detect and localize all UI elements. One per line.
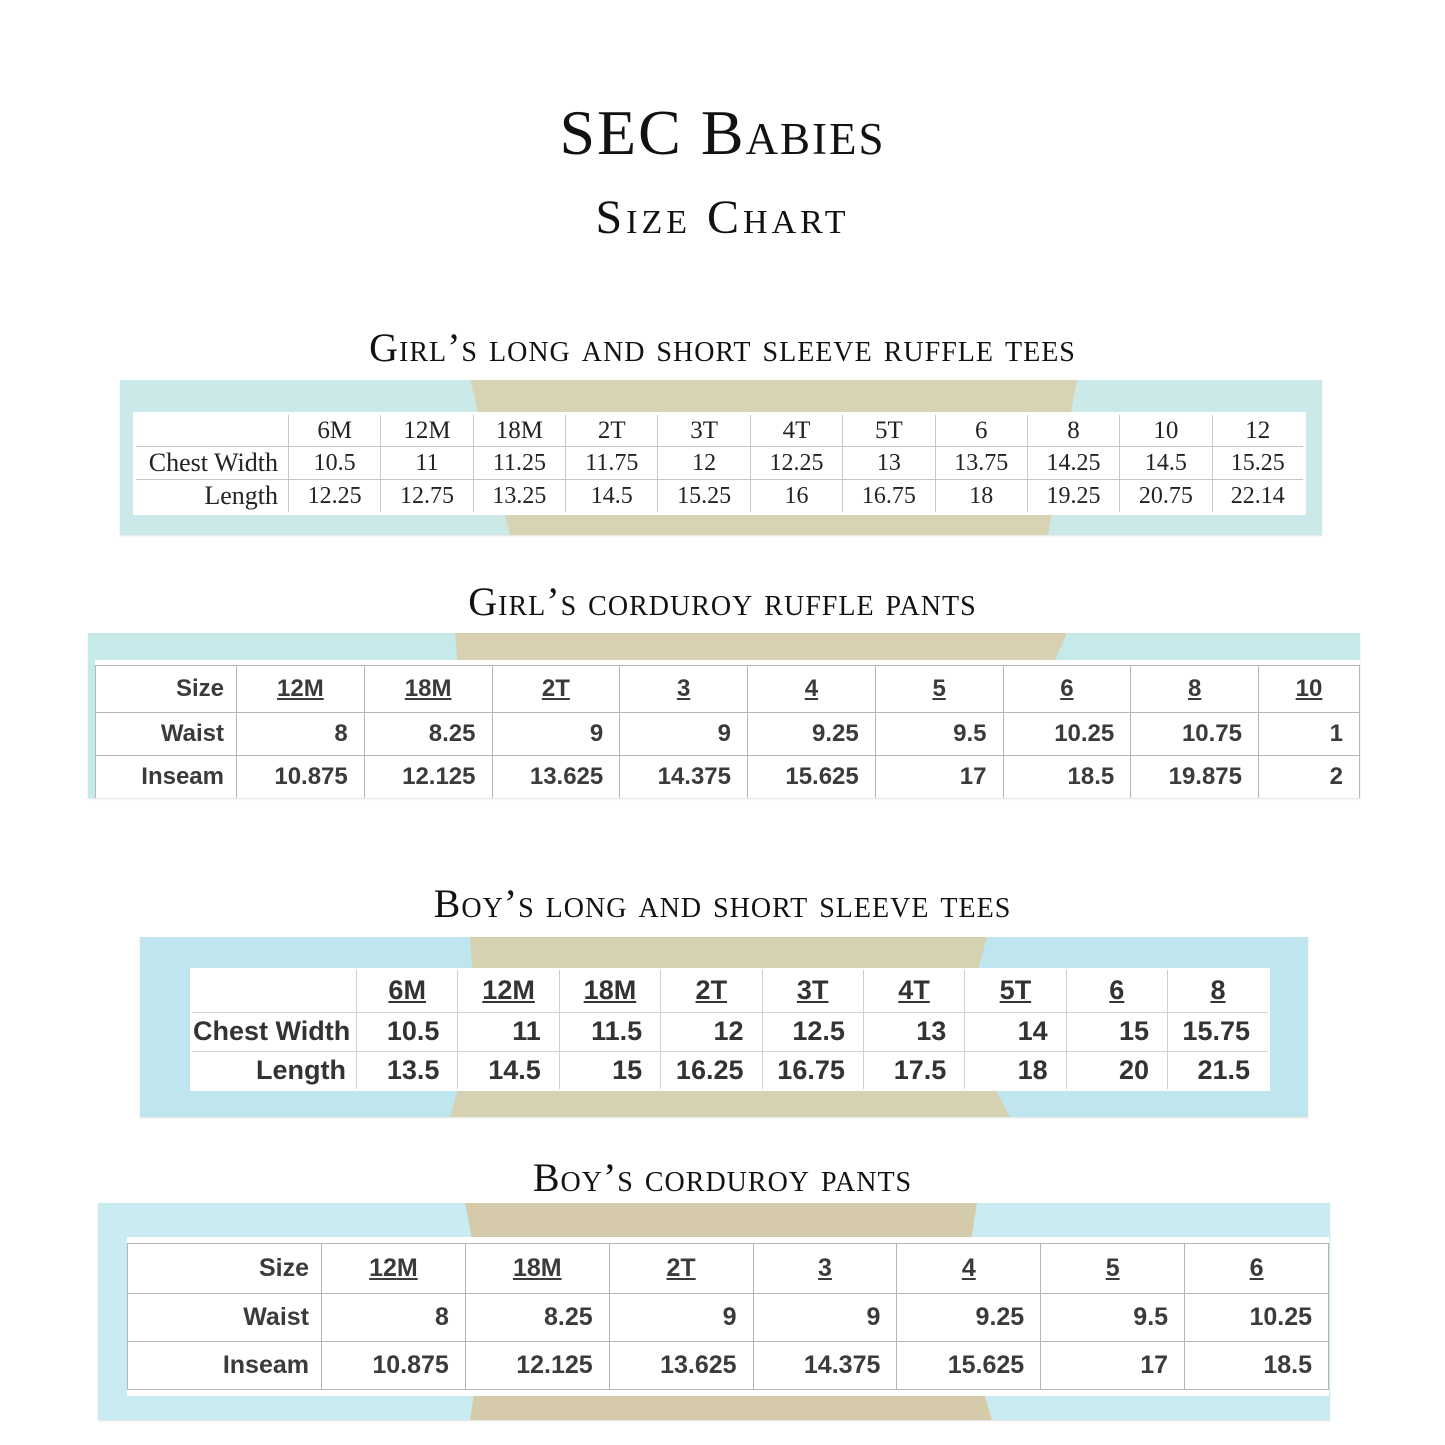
size-column-header — [559, 969, 660, 1012]
measurement-row — [128, 1342, 1329, 1390]
size-column-header — [661, 969, 762, 1012]
size-column-header — [762, 969, 863, 1012]
size-table — [133, 412, 1306, 515]
girls-tees-size-table-wrap — [133, 412, 1306, 515]
measurement-value-cell: 13 — [843, 447, 935, 480]
size-column-label: 4T — [782, 416, 811, 444]
measurement-value-cell: 8.25 — [364, 713, 492, 756]
boys-pants-size-table-wrap — [127, 1237, 1329, 1396]
measurement-value-cell: 14.25 — [1027, 447, 1119, 480]
measurement-value-cell: 1 — [1259, 713, 1360, 756]
size-column-header — [897, 1244, 1041, 1294]
row-label: Length — [135, 480, 289, 514]
size-column-header — [566, 414, 658, 447]
size-column-label: 10 — [1295, 675, 1323, 702]
measurement-value-cell: 18.5 — [1185, 1342, 1329, 1390]
measurement-value-cell: 18 — [935, 480, 1027, 514]
size-column-header — [1168, 969, 1270, 1012]
size-column-header — [458, 969, 559, 1012]
row-label: Waist — [128, 1294, 322, 1342]
measurement-value-cell: 9 — [753, 1294, 897, 1342]
size-column-label: 4 — [804, 675, 819, 702]
measurement-value-cell: 2 — [1259, 756, 1360, 799]
measurement-value-cell: 13.625 — [609, 1342, 753, 1390]
section-heading: Girl’s corduroy ruffle pants — [468, 579, 977, 624]
measurement-row — [135, 480, 1305, 514]
size-column-label: 4T — [898, 975, 930, 1006]
size-column-label: 12M — [403, 416, 451, 444]
measurement-row — [191, 1051, 1269, 1090]
measurement-value-cell: 9 — [609, 1294, 753, 1342]
size-column-label: 8 — [1210, 975, 1226, 1006]
boys-tees-size-table-wrap — [190, 968, 1270, 1091]
size-column-label: 8 — [1187, 675, 1202, 702]
size-column-header — [658, 414, 750, 447]
size-column-header — [364, 666, 492, 713]
size-column-header — [753, 1244, 897, 1294]
measurement-value-cell: 10.5 — [357, 1012, 458, 1051]
measurement-value-cell: 16.75 — [843, 480, 935, 514]
size-column-label: 6 — [1249, 1254, 1264, 1282]
size-column-label: 12M — [277, 675, 324, 702]
measurement-value-cell: 15.625 — [748, 756, 876, 799]
row-label: Chest Width — [135, 447, 289, 480]
measurement-value-cell: 14.375 — [753, 1342, 897, 1390]
measurement-value-cell: 11 — [381, 447, 473, 480]
size-column-label: 6 — [1060, 675, 1074, 702]
size-table — [95, 665, 1360, 798]
measurement-value-cell: 10.5 — [289, 447, 381, 480]
measurement-value-cell: 12 — [658, 447, 750, 480]
size-column-label: 3 — [676, 675, 691, 702]
size-column-label: 18M — [495, 416, 544, 444]
size-column-header — [465, 1244, 609, 1294]
size-column-label: 5T — [999, 975, 1032, 1006]
measurement-value-cell: 15.625 — [897, 1342, 1041, 1390]
size-column-header — [965, 969, 1066, 1012]
measurement-value-cell: 14 — [965, 1012, 1066, 1051]
measurement-value-cell: 10.25 — [1003, 713, 1131, 756]
corner-cell — [191, 969, 357, 1012]
size-column-header — [1066, 969, 1167, 1012]
size-column-header — [1027, 414, 1119, 447]
measurement-value-cell: 13.75 — [935, 447, 1027, 480]
size-column-label: 12 — [1245, 416, 1271, 444]
size-column-label: 2T — [541, 675, 570, 702]
measurement-value-cell: 9 — [620, 713, 748, 756]
size-column-label: 6M — [388, 975, 426, 1006]
size-column-header — [748, 666, 876, 713]
measurement-value-cell: 19.875 — [1131, 756, 1259, 799]
row-label: Inseam — [128, 1342, 322, 1390]
size-column-header — [1212, 414, 1304, 447]
measurement-value-cell: 16.75 — [762, 1051, 863, 1090]
size-column-header — [237, 666, 365, 713]
size-column-header — [1120, 414, 1212, 447]
measurement-value-cell: 15.75 — [1168, 1012, 1270, 1051]
page-subtitle: Size Chart — [595, 191, 850, 244]
section-heading: Boy’s long and short sleeve tees — [433, 881, 1012, 926]
size-column-label: 5T — [874, 416, 903, 444]
measurement-value-cell: 9.5 — [875, 713, 1003, 756]
size-table — [190, 968, 1270, 1091]
size-column-header — [357, 969, 458, 1012]
measurement-value-cell: 13.25 — [473, 480, 565, 514]
size-column-header — [1259, 666, 1360, 713]
size-column-label: 18M — [404, 675, 452, 702]
measurement-value-cell: 17.5 — [863, 1051, 964, 1090]
size-column-label: 5 — [1105, 1254, 1120, 1282]
row-label: Chest Width — [191, 1012, 357, 1051]
size-column-label: 2T — [666, 1254, 696, 1282]
paper-band — [88, 633, 1360, 798]
size-column-label: 18M — [512, 1254, 562, 1282]
measurement-value-cell: 12.25 — [750, 447, 842, 480]
measurement-value-cell: 10.75 — [1131, 713, 1259, 756]
measurement-row — [96, 756, 1360, 799]
size-column-header — [381, 414, 473, 447]
size-column-label: 3 — [818, 1254, 832, 1282]
measurement-value-cell: 10.875 — [237, 756, 365, 799]
size-column-header — [935, 414, 1027, 447]
measurement-row — [96, 713, 1360, 756]
measurement-value-cell: 12.25 — [289, 480, 381, 514]
size-column-header — [843, 414, 935, 447]
size-column-label: 18M — [583, 975, 637, 1006]
measurement-value-cell: 8 — [237, 713, 365, 756]
corner-cell: Size — [96, 666, 237, 713]
measurement-row — [135, 447, 1305, 480]
size-column-label: 3T — [796, 975, 829, 1006]
size-column-label: 10 — [1153, 416, 1179, 444]
girls-pants-size-table-wrap — [95, 660, 1360, 798]
measurement-value-cell: 16.25 — [661, 1051, 762, 1090]
measurement-value-cell: 12.75 — [381, 480, 473, 514]
measurement-value-cell: 9.25 — [748, 713, 876, 756]
size-column-header — [492, 666, 620, 713]
measurement-value-cell: 12.5 — [762, 1012, 863, 1051]
size-column-label: 2T — [597, 416, 626, 444]
measurement-value-cell: 9.25 — [897, 1294, 1041, 1342]
measurement-value-cell: 9.5 — [1041, 1294, 1185, 1342]
section-heading: Boy’s corduroy pants — [532, 1155, 913, 1200]
measurement-value-cell: 8.25 — [465, 1294, 609, 1342]
size-column-header — [875, 666, 1003, 713]
measurement-value-cell: 15 — [559, 1051, 660, 1090]
measurement-value-cell: 13.625 — [492, 756, 620, 799]
measurement-value-cell: 11.25 — [473, 447, 565, 480]
measurement-value-cell: 9 — [492, 713, 620, 756]
size-column-label: 8 — [1067, 416, 1080, 444]
measurement-value-cell: 14.375 — [620, 756, 748, 799]
size-table — [127, 1243, 1329, 1390]
size-column-label: 3T — [690, 416, 718, 444]
page-title: SEC Babies — [559, 97, 886, 168]
measurement-value-cell: 12.125 — [364, 756, 492, 799]
measurement-value-cell: 17 — [875, 756, 1003, 799]
size-column-header — [750, 414, 842, 447]
measurement-value-cell: 22.14 — [1212, 480, 1304, 514]
paper-band — [120, 380, 1322, 535]
measurement-value-cell: 15.25 — [1212, 447, 1304, 480]
paper-band — [98, 1203, 1330, 1420]
measurement-value-cell: 15 — [1066, 1012, 1167, 1051]
measurement-value-cell: 20 — [1066, 1051, 1167, 1090]
measurement-value-cell: 17 — [1041, 1342, 1185, 1390]
size-column-header — [1185, 1244, 1329, 1294]
size-column-header — [1041, 1244, 1185, 1294]
size-column-header — [609, 1244, 753, 1294]
paper-band — [140, 937, 1308, 1117]
measurement-value-cell: 18 — [965, 1051, 1066, 1090]
corner-cell — [135, 414, 289, 447]
measurement-value-cell: 13.5 — [357, 1051, 458, 1090]
row-label: Length — [191, 1051, 357, 1090]
size-column-label: 4 — [961, 1254, 976, 1282]
measurement-value-cell: 11.75 — [566, 447, 658, 480]
measurement-value-cell: 10.875 — [322, 1342, 466, 1390]
size-column-label: 12M — [369, 1254, 418, 1282]
size-column-label: 2T — [695, 975, 728, 1006]
measurement-value-cell: 14.5 — [458, 1051, 559, 1090]
measurement-value-cell: 21.5 — [1168, 1051, 1270, 1090]
size-column-header — [1131, 666, 1259, 713]
measurement-value-cell: 12.125 — [465, 1342, 609, 1390]
measurement-value-cell: 8 — [322, 1294, 466, 1342]
size-column-label: 12M — [482, 975, 535, 1006]
size-column-label: 6 — [1109, 975, 1125, 1006]
size-column-header — [473, 414, 565, 447]
size-column-header — [1003, 666, 1131, 713]
row-label: Waist — [96, 713, 237, 756]
measurement-value-cell: 14.5 — [566, 480, 658, 514]
measurement-value-cell: 20.75 — [1120, 480, 1212, 514]
size-column-header — [863, 969, 964, 1012]
size-column-label: 6 — [974, 416, 988, 444]
measurement-row — [191, 1012, 1269, 1051]
measurement-value-cell: 12 — [661, 1012, 762, 1051]
size-column-label: 5 — [932, 675, 946, 702]
size-column-header — [289, 414, 381, 447]
measurement-value-cell: 11 — [458, 1012, 559, 1051]
size-column-label: 6M — [317, 416, 353, 444]
section-heading: Girl’s long and short sleeve ruffle tees — [369, 325, 1076, 370]
measurement-row — [128, 1294, 1329, 1342]
size-column-header — [620, 666, 748, 713]
measurement-value-cell: 11.5 — [559, 1012, 660, 1051]
measurement-value-cell: 10.25 — [1185, 1294, 1329, 1342]
corner-cell: Size — [128, 1244, 322, 1294]
measurement-value-cell: 16 — [750, 480, 842, 514]
measurement-value-cell: 14.5 — [1120, 447, 1212, 480]
measurement-value-cell: 13 — [863, 1012, 964, 1051]
measurement-value-cell: 19.25 — [1027, 480, 1119, 514]
measurement-value-cell: 15.25 — [658, 480, 750, 514]
size-column-header — [322, 1244, 466, 1294]
row-label: Inseam — [96, 756, 237, 799]
measurement-value-cell: 18.5 — [1003, 756, 1131, 799]
